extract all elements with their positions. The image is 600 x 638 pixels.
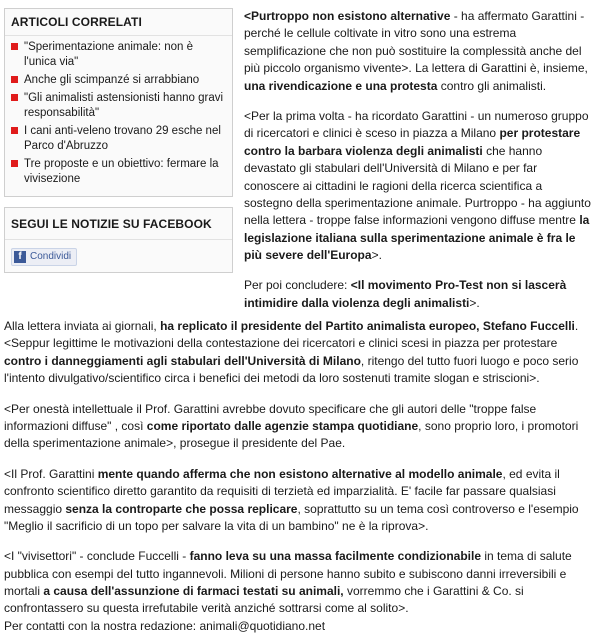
bold-text-segment: fanno leva su una massa facilmente condizionabile	[189, 549, 481, 564]
related-article-link[interactable]: "Sperimentazione animale: non è l'unica via"	[24, 41, 194, 69]
text-segment: >.	[469, 295, 480, 310]
related-article-link[interactable]: "Gli animalisti astensionisti hanno gravi responsabilità"	[24, 92, 224, 120]
text-segment: contro gli animalisti.	[437, 78, 547, 93]
bold-text-segment: la legislazione italiana sulla sperimentazione animale è fra le più severe dell'Europa	[244, 213, 590, 263]
article-right-column	[244, 8, 594, 325]
red-square-bullet-icon	[11, 76, 18, 83]
article-body-continued	[4, 318, 596, 635]
bold-text-segment: come riportato dalle agenzie stampa quotidiane	[146, 418, 419, 433]
bold-text-segment: per protestare contro la barbara violenza degli animalisti	[244, 126, 581, 158]
related-article-link[interactable]: Anche gli scimpanzé si arrabbiano	[24, 74, 200, 87]
related-article-item[interactable]	[11, 124, 226, 154]
bold-text-segment: senza la controparte che possa replicare	[65, 501, 298, 516]
bold-text-segment: a causa dell'assunzione di farmaci testati su animali,	[43, 584, 344, 599]
facebook-f-icon: f	[14, 251, 26, 263]
bold-text-segment: <Il movimento Pro-Test non si lascerà intimidire dalla violenza degli animalisti	[244, 278, 567, 310]
text-segment: <I "vivisettori" - conclude Fuccelli -	[4, 549, 190, 564]
facebook-share-label: Condividi	[30, 250, 72, 262]
red-square-bullet-icon	[11, 160, 18, 167]
facebook-box	[4, 207, 233, 274]
related-article-item[interactable]	[11, 91, 226, 121]
related-articles-title: ARTICOLI CORRELATI	[5, 9, 232, 36]
bold-text-segment: contro i danneggiamenti agli stabulari dell'Università di Milano	[4, 353, 361, 368]
text-segment: vorremmo che i Garattini & Co. si confrontassero su questa irrefutabile verità anziché sottrarsi come al solito>.	[4, 584, 524, 616]
sidebar	[4, 8, 233, 283]
related-articles-box	[4, 8, 233, 197]
article-paragraph	[4, 401, 596, 453]
bold-text-segment: mente quando afferma che non esistono alternative al modello animale	[97, 466, 503, 481]
red-square-bullet-icon	[11, 127, 18, 134]
bold-text-segment: <Purtroppo non esistono alternative	[244, 9, 451, 23]
related-article-item[interactable]	[11, 157, 226, 187]
article-paragraph	[4, 466, 596, 536]
article-paragraph	[4, 318, 596, 388]
red-square-bullet-icon	[11, 94, 18, 101]
text-segment: , ritengo del tutto fuori luogo e poco serio l'intento divulgativo/scientifico circa i benefici dei metodi da loro sostenuti tramite slogan e striscioni>.	[4, 353, 579, 386]
text-segment: <Per la prima volta - ha ricordato Garattini - un numeroso gruppo di ricercatori e clinici è sceso in piazza a Milano	[244, 108, 589, 141]
text-segment: >.	[371, 248, 382, 263]
related-article-link[interactable]: Tre proposte e un obiettivo: fermare la vivisezione	[24, 157, 219, 185]
facebook-share-button[interactable]	[11, 248, 77, 267]
related-article-link[interactable]: I cani anti-veleno trovano 29 esche nel Parco d'Abruzzo	[24, 125, 221, 153]
text-segment: Alla lettera inviata ai giornali,	[4, 319, 161, 333]
text-segment: che hanno devastato gli stabulari dell'Università di Milano e per far conoscere ai cittadini le ragioni della ricerca scientifica a sostegno della sperimentazione animale. Purtroppo - ha aggiunto nella lettera - troppe false informazioni vengono diffuse mentre	[244, 143, 591, 228]
text-segment: - ha affermato Garattini - perché le cellule coltivate in vitro sono una estrema semplificazione che non può sostituire la complessità anche del più piccolo organismo vivente>. La lettera di Garattini è, insieme,	[244, 9, 588, 76]
text-segment: , sono proprio loro, i promotori della sperimentazione animale>, prosegue il presidente del Pae.	[4, 418, 579, 451]
related-articles-list	[5, 36, 232, 195]
text-segment: in tema di salute pubblica con esempi del tutto ingannevoli. Milioni di persone hanno subito e subiscono danni irreversibili e mortali	[4, 549, 572, 599]
text-segment: Per poi concludere:	[244, 278, 351, 293]
bold-text-segment: ha replicato il presidente del Partito animalista europeo, Stefano Fuccelli	[160, 319, 575, 333]
contact-line: Per contatti con la nostra redazione: animali@quotidiano.net	[4, 618, 326, 633]
text-segment: . <Seppur legittime le motivazioni della contestazione dei ricercatori e clinici scesi in piazza per protestare	[4, 319, 579, 351]
text-segment: , ed evita il confronto scientifico diretto garantito da requisiti di terzietà ed imparzialità. E' facile far passare qualsiasi messaggio	[4, 466, 560, 516]
red-square-bullet-icon	[11, 43, 18, 50]
text-segment: <Il Prof. Garattini	[4, 466, 98, 481]
text-segment: , soprattutto su un tema così controverso e l'esempio "Meglio il sacrificio di un topo per salvare la vita di un bambino" ne è la riprova>.	[4, 501, 579, 533]
article-paragraph	[244, 108, 594, 265]
article-paragraph	[244, 277, 594, 312]
facebook-box-title: SEGUI LE NOTIZIE SU FACEBOOK	[5, 208, 232, 240]
article-paragraph	[4, 548, 596, 618]
related-article-item[interactable]	[11, 40, 226, 70]
bold-text-segment: una rivendicazione e una protesta	[244, 78, 438, 93]
related-article-item[interactable]	[11, 73, 226, 88]
facebook-share-area	[5, 240, 232, 272]
article-paragraph	[244, 8, 594, 95]
text-segment: <Per onestà intellettuale il Prof. Garattini avrebbe dovuto specificare che gli autori delle "troppe false informazioni diffuse" , così	[4, 401, 537, 433]
